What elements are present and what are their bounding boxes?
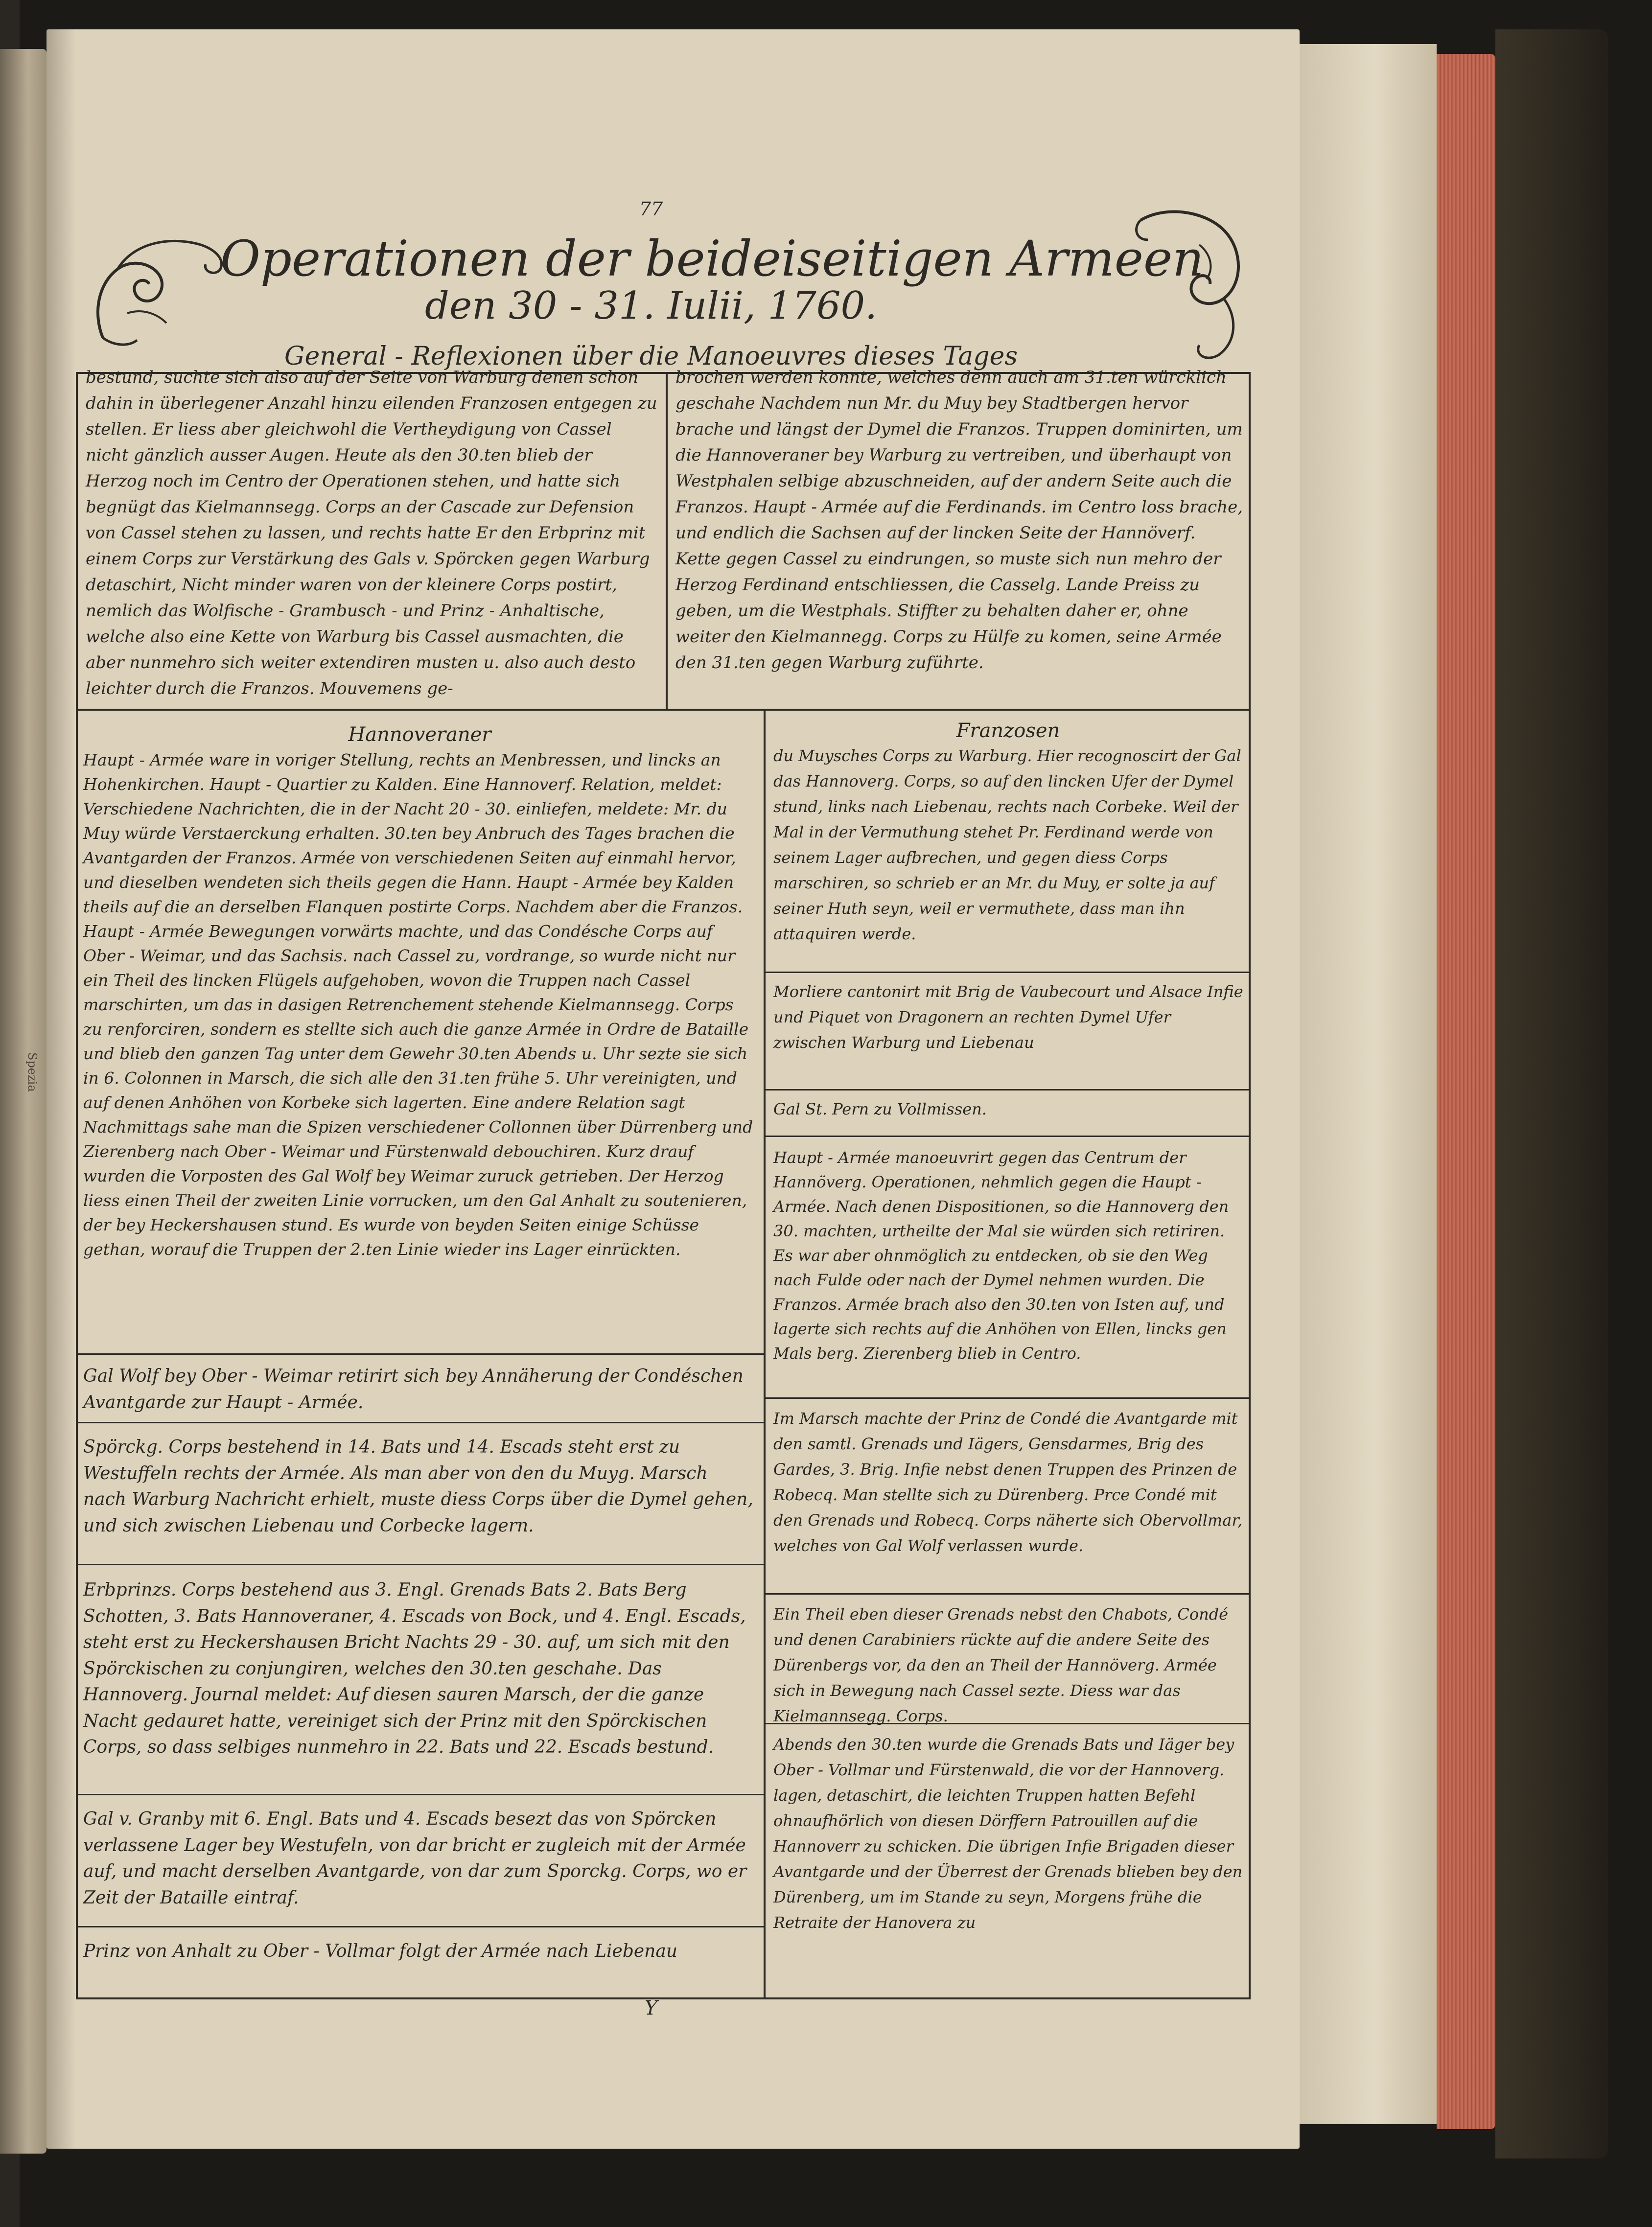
row-separator [766,1593,1251,1595]
hannoveraner-entry-sporcken: Spörckg. Corps bestehend in 14. Bats und 14. Escads steht erst zu Westuffeln rechts der Armée. Als man aber von den du Muyg. Marsch nach Warburg Nachricht erhielt, muste diess Corps über die Dymel gehen, und sich zwischen Liebenau und Corbecke lagern. [83,1437,753,1536]
row-separator [766,1089,1251,1090]
row-separator [766,1136,1251,1137]
reflexionen-left-text: bestund, suchte sich also auf der Seite von Warburg denen schon dahin in überlegener Anzahl hinzu eilenden Franzosen entgegen zu stellen. Er liess aber gleichwohl die Vertheydigung von Cassel nicht gänzlich ausser Augen. Heute als den 30.ten blieb der Herzog noch im Centro der Operationen stehen, und hatte sich begnügt das Kielmannsegg. Corps an der Cascade zur Defension von Cassel stehen zu lassen, und rechts hatte Er den Erbprinz mit einem Corps zur Verstärkung des Gals v. Spörcken gegen Warburg detaschirt, Nicht minder waren von der kleinere Corps postirt, nemlich das Wolfische - Grambusch - und Prinz - Anhaltische, welche also eine Kette von Warburg bis Cassel ausmachten, die aber nunmehro sich weiter extendiren musten u. also auch desto leichter durch die Franzos. Mouvemens ge- [86,368,657,698]
section-subtitle: General - Reflexionen über die Manoeuvres dieses Tages [284,342,1018,371]
hannoveraner-entry-granby: Gal v. Granby mit 6. Engl. Bats und 4. Escads besezt das von Spörcken verlassene Lager bey Westufeln, von dar bricht er zugleich mit der Armée auf, und macht derselben Avantgarde, von dar zum Sporckg. Corps, wo er Zeit der Bataille eintraf. [83,1809,747,1908]
title-date: den 30 - 31. Iulii, 1760. [425,284,877,328]
hannoveraner-entry-anhalt: Prinz von Anhalt zu Ober - Vollmar folgt der Armée nach Liebenau [83,1941,678,1961]
row-separator [76,1926,764,1927]
column-divider-top [666,372,668,710]
signature-mark: Y [644,1997,658,2019]
row-separator [766,972,1251,973]
franzosen-entry-grenadiers: Ein Theil eben dieser Grenads nebst den Chabots, Condé und denen Carabiniers rückte auf die andere Seite des Dürenbergs vor, da den an Theil der Hannöverg. Armée sich in Bewegung nach Cassel sezte. Diess war das Kielmannsegg. Corps. [773,1605,1229,1725]
franzosen-entry-abends: Abends den 30.ten wurde die Grenads Bats und Iäger bey Ober - Vollmar und Fürstenwald, die vor der Hannoverg. lagen, detaschirt, die leichten Truppen hatten Befehl ohnaufhörlich von diesen Dörffern Patrouillen auf die Hannoverr zu schicken. Die übrigen Infie Brigaden dieser Avantgarde und der Überrest der Grenads blieben bey den Dürenberg, um im Stande zu seyn, Morgens frühe die Retraite der Hanovera zu [773,1735,1243,1932]
page-title: Operationen der beideiseitigen Armeen [220,230,1204,287]
page-stack-edge [1300,44,1437,2124]
column-divider-main [764,711,766,1999]
franzosen-entry-du-muy: du Muysches Corps zu Warburg. Hier recognoscirt der Gal das Hannoverg. Corps, so auf den lincken Ufer der Dymel stund, links nach Liebenau, rechts nach Corbeke. Weil der Mal in der Vermuthung stehet Pr. Ferdinand werde von seinem Lager aufbrechen, und gegen diess Corps marschiren, so schrieb er an Mr. du Muy, er solte ja auf seiner Huth seyn, weil er vermuthete, dass man ihn attaquiren werde. [773,746,1241,943]
row-separator [766,1397,1251,1399]
book-cover [1495,29,1608,2158]
page-fold-shadow [47,29,76,2149]
row-separator [76,1794,764,1795]
page-number: 77 [639,198,663,220]
scroll-ornament-left-icon [83,215,230,352]
franzosen-entry-st-pern: Gal St. Pern zu Vollmissen. [773,1100,987,1118]
column-heading-hannoveraner: Hannoveraner [348,723,491,746]
reflexionen-right-text: brochen werden konnte, welches denn auch am 31.ten würcklich geschahe Nachdem nun Mr. du Muy bey Stadtbergen hervor brache und längst der Dymel die Franzos. Truppen dominirten, um die Hannoveraner bey Warburg zu vertreiben, und überhaupt von Westphalen selbige abzuschneiden, auf der andern Seite auch die Franzos. Haupt - Armée auf die Ferdinands. im Centro loss brache, und endlich die Sachsen auf der lincken Seite der Hannöverf. Kette gegen Cassel zu eindrungen, so muste sich nun mehro der Herzog Ferdinand entschliessen, die Casselg. Lande Preiss zu geben, um die Westphals. Stiffter zu behalten daher er, ohne weiter den Kielmannegg. Corps zu Hülfe zu komen, seine Armée den 31.ten gegen Warburg zuführte. [675,368,1243,673]
franzosen-entry-haupt-armee: Haupt - Armée manoeuvrirt gegen das Centrum der Hannöverg. Operationen, nehmlich gegen die Haupt - Armée. Nach denen Dispositionen, so die Hannoverg den 30. machten, urtheilte der Mal sie würden sich retiriren. Es war aber ohnmöglich zu entdecken, ob sie den Weg nach Fulde oder nach der Dymel nehmen wurden. Die Franzos. Armée brach also den 30.ten von Isten auf, und lagerte sich rechts auf die Anhöhen von Ellen, lincks gen Mals berg. Zierenberg blieb in Centro. [773,1148,1229,1363]
section-divider [76,709,1251,711]
franzosen-entry-morliere: Morliere cantonirt mit Brig de Vaubecourt und Alsace Infie und Piquet von Dragonern an rechten Dymel Ufer zwischen Warburg und Liebenau [773,982,1243,1052]
row-separator [76,1353,764,1355]
row-separator [76,1564,764,1565]
margin-note: Spezia [25,1052,39,1092]
red-page-edges [1437,54,1495,2129]
hannoveraner-entry-erbprinz: Erbprinzs. Corps bestehend aus 3. Engl. Grenads Bats 2. Bats Berg Schotten, 3. Bats Hannoveraner, 4. Escads von Bock, und 4. Engl. Escads, steht erst zu Heckershausen Bricht Nachts 29 - 30. auf, um sich mit den Spörckischen zu conjungiren, welches den 30.ten geschahe. Das Hannoverg. Journal meldet: Auf diesen sauren Marsch, der die ganze Nacht gedauret hatte, vereiniget sich der Prinz mit den Spörckischen Corps, so dass selbiges nunmehro in 22. Bats und 22. Escads bestund. [83,1580,746,1757]
franzosen-entry-conde-marsch: Im Marsch machte der Prinz de Condé die Avantgarde mit den samtl. Grenads und Iägers, Gensdarmes, Brig des Gardes, 3. Brig. Infie nebst denen Truppen des Prinzen de Robecq. Man stellte sich zu Dürenberg. Prce Condé mit den Grenads und Robecq. Corps näherte sich Obervollmar, welches von Gal Wolf verlassen wurde. [773,1409,1243,1555]
hannoveraner-entry-haupt-armee: Haupt - Armée ware in voriger Stellung, rechts an Menbressen, und lincks an Hohenkirchen. Haupt - Quartier zu Kalden. Eine Hannoverf. Relation, meldet: Verschiedene Nachrichten, die in der Nacht 20 - 30. einliefen, meldete: Mr. du Muy würde Verstaerckung erhalten. 30.ten bey Anbruch des Tages brachen die Avantgarden der Franzos. Armée von verschiedenen Seiten auf einmahl hervor, und dieselben wendeten sich theils gegen die Hann. Haupt - Armée bey Kalden theils auf die an derselben Flanquen postirte Corps. Nachdem aber die Franzos. Haupt - Armée Bewegungen vorwärts machte, und das Condésche Corps auf Ober - Weimar, und das Sachsis. nach Cassel zu, vordrange, so wurde nicht nur ein Theil des lincken Flügels aufgehoben, wovon die Truppen nach Cassel marschirten, um das in dasigen Retrenchement stehende Kielmannsegg. Corps zu renforciren, sondern es stellte sich auch die ganze Armée in Ordre de Bataille und blieb den ganzen Tag unter dem Gewehr 30.ten Abends u. Uhr sezte sie sich in 6. Colonnen in Marsch, die sich alle den 31.ten frühe 5. Uhr vereinigten, und auf denen Anhöhen von Korbeke sich lagerten. Eine andere Relation sagt Nachmittags sahe man die Spizen verschiedener Collonnen über Dürrenberg und Zierenberg nach Ober - Weimar und Fürstenwald debouchiren. Kurz drauf wurden die Vorposten des Gal Wolf bey Weimar zuruck getrieben. Der Herzog liess einen Theil der zweiten Linie vorrucken, um den Gal Anhalt zu soutenieren, der bey Heckershausen stund. Es wurde von beyden Seiten einige Schüsse gethan, worauf die Truppen der 2.ten Linie wieder ins Lager einrückten. [83,750,753,1259]
column-heading-franzosen: Franzosen [956,719,1060,742]
row-separator [76,1422,764,1423]
hannoveraner-entry-wolf: Gal Wolf bey Ober - Weimar retirirt sich bey Annäherung der Condéschen Avantgarde zur Haupt - Armée. [83,1366,744,1413]
